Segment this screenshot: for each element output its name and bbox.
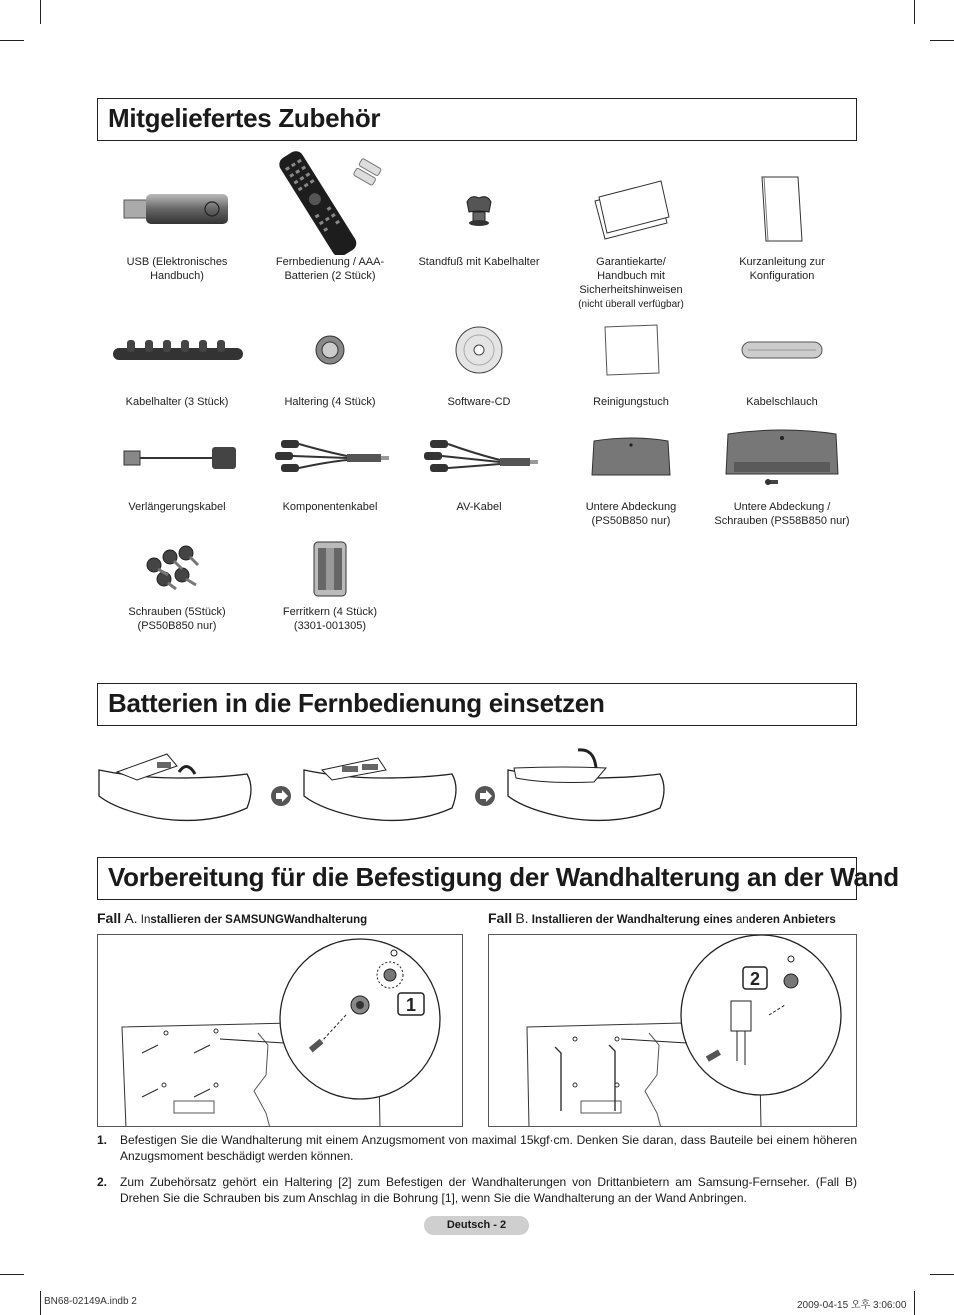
crop-mark xyxy=(40,0,41,24)
item-usb: USB (Elektronisches Handbuch) xyxy=(102,165,252,283)
section-title: Vorbereitung für die Befestigung der Wandhalterung an der Wand xyxy=(108,862,899,892)
item-cable-holder: Kabelhalter (3 Stück) xyxy=(102,305,252,409)
note-1: 1. Befestigen Sie die Wandhalterung mit einem Anzugsmoment von maximal 15kgf·cm. Denken Sie daran, dass Bauteile bei einem höheren Anzugsmoment beschädigt werden können. xyxy=(97,1133,857,1163)
section-accessories xyxy=(97,98,857,141)
usb-stick-icon xyxy=(102,165,252,255)
fall-a-label: Fall A. Installieren der SAMSUNGWandhalterung xyxy=(97,910,368,926)
item-holder-ring: Haltering (4 Stück) xyxy=(255,305,405,409)
section-batteries xyxy=(97,683,857,726)
item-lower-cover-58: Untere Abdeckung / Schrauben (PS58B850 nur) xyxy=(707,415,857,528)
fall-b-label: Fall B. Installieren der Wandhalterung eines anderen Anbieters xyxy=(488,910,836,926)
crop-mark xyxy=(930,1274,954,1275)
item-warranty: Garantiekarte/ Handbuch mit Sicherheitshinweisen (nicht überall verfügbar) xyxy=(556,165,706,312)
av-cable-icon xyxy=(404,415,554,500)
battery-step-2 xyxy=(302,748,462,828)
item-cleaning-cloth: Reinigungstuch xyxy=(556,305,706,409)
crop-mark xyxy=(930,40,954,41)
lower-cover-icon xyxy=(556,415,706,500)
item-screws: Schrauben (5Stück) (PS50B850 nur) xyxy=(102,530,252,633)
item-remote: Fernbedienung / AAA- Batterien (2 Stück) xyxy=(255,150,405,283)
battery-step-3 xyxy=(506,742,670,828)
cable-holder-icon xyxy=(102,305,252,395)
footer-date: 2009-04-15 오후 3:06:00 xyxy=(797,1300,907,1311)
crop-mark xyxy=(914,0,915,24)
item-lower-cover-50: Untere Abdeckung (PS50B850 nur) xyxy=(556,415,706,528)
note-2: 2. Zum Zubehörsatz gehört ein Haltering [2] zum Befestigen der Wandhalterungen von Drittanbietern am Samsung-Fernseher. (Fall B) Drehen Sie die Schrauben bis zum Anschlag in die Bohrung [1], wenn Sie die Wandhalterung an der Wand Anbringen. xyxy=(97,1175,857,1205)
extension-cable-icon xyxy=(102,415,252,500)
cable-tube-icon xyxy=(707,305,857,395)
footer-file: BN68-02149A.indb 2 xyxy=(44,1296,137,1307)
section-wallmount xyxy=(97,857,899,900)
lower-cover-screw-icon xyxy=(707,415,857,500)
crop-mark xyxy=(0,40,24,41)
diagram-case-b xyxy=(488,934,857,1127)
screws-icon xyxy=(102,530,252,605)
remote-control-icon xyxy=(255,150,405,255)
callout-1: 1 xyxy=(405,995,417,1015)
crop-mark xyxy=(40,1291,41,1315)
item-ferrite-core: Ferritkern (4 Stück) (3301-001305) xyxy=(255,530,405,633)
section-title: Batterien in die Fernbedienung einsetzen xyxy=(108,688,605,718)
item-quickguide: Kurzanleitung zur Konfiguration xyxy=(707,165,857,283)
cd-icon xyxy=(404,305,554,395)
booklet-icon xyxy=(707,165,857,255)
item-extension-cable: Verlängerungskabel xyxy=(102,415,252,514)
section-title: Mitgeliefertes Zubehör xyxy=(108,103,381,133)
item-av-cable: AV-Kabel xyxy=(404,415,554,514)
item-component-cable: Komponentenkabel xyxy=(255,415,405,514)
arrow-right-icon xyxy=(474,785,496,812)
page-number: Deutsch - 2 xyxy=(424,1216,529,1235)
stand-icon xyxy=(404,165,554,255)
arrow-right-icon xyxy=(270,785,292,812)
item-software-cd: Software-CD xyxy=(404,305,554,409)
diagram-case-a xyxy=(97,934,463,1127)
warranty-card-icon xyxy=(556,165,706,255)
component-cable-icon xyxy=(255,415,405,500)
holder-ring-icon xyxy=(255,305,405,395)
item-stand: Standfuß mit Kabelhalter xyxy=(404,165,554,269)
crop-mark xyxy=(914,1291,915,1315)
callout-2: 2 xyxy=(749,969,761,989)
battery-step-1 xyxy=(97,748,257,828)
cloth-icon xyxy=(556,305,706,395)
crop-mark xyxy=(0,1274,24,1275)
ferrite-core-icon xyxy=(255,530,405,605)
item-cable-tube: Kabelschlauch xyxy=(707,305,857,409)
